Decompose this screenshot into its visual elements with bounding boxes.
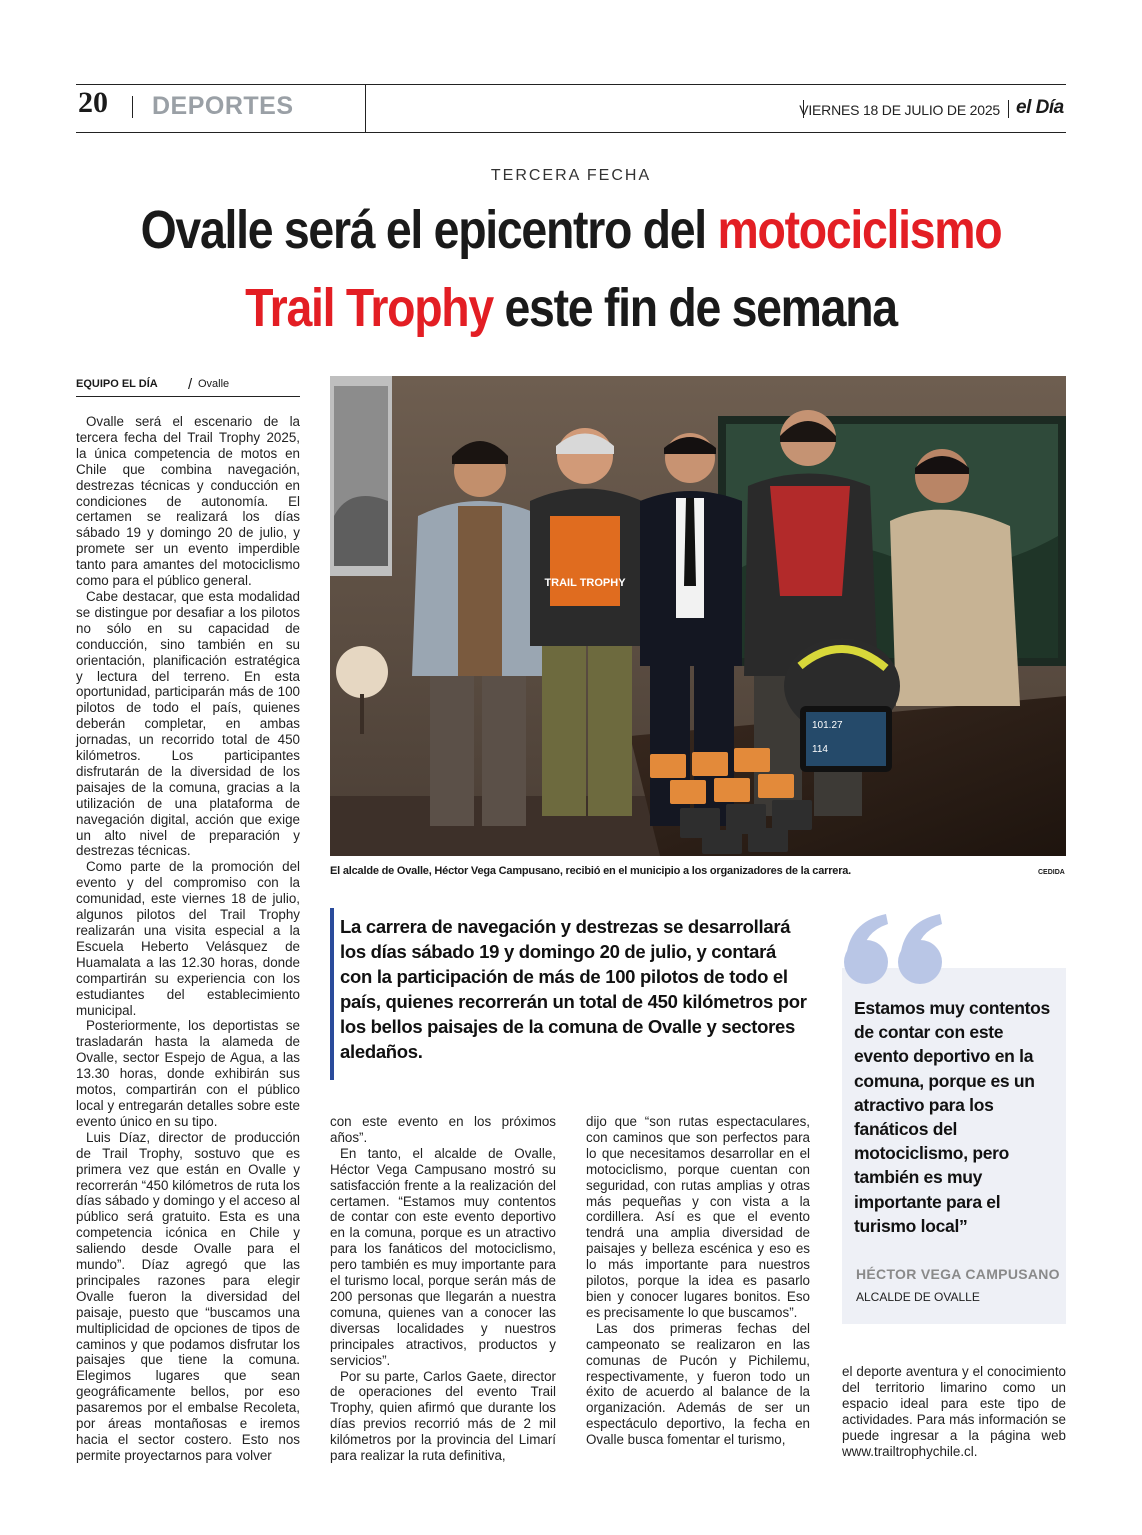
paragraph: con este evento en los próximos años”. (330, 1114, 556, 1145)
quote-marks-icon (836, 908, 956, 988)
headline-accent: motociclismo (717, 200, 1002, 260)
paragraph: Las dos primeras fechas del campeonato se realizaron en las comunas de Pucón y Pichilemu, respectivamente, y fueron todo un éxito de acuerdo al balance de la organización. Además de ser un espectáculo deportivo, la fecha en Ovalle busca fomentar el turismo, (586, 1320, 810, 1448)
header-divider (132, 96, 133, 118)
header-divider (365, 84, 366, 132)
kicker: TERCERA FECHA (490, 167, 652, 184)
byline-place: Ovalle (198, 378, 230, 390)
paragraph: Como parte de la promoción del evento y del compromiso con la comunidad, este viernes 18 de julio, algunos pilotos del Trail Trophy realizarán una visita especial a la Escuela Heberto Velásquez de Huamalata a las 12.30 horas, donde compartirán su experiencia con los estudiantes del establecimiento municipal. (76, 859, 300, 1018)
pull-quote-author: HÉCTOR VEGA CAMPUSANO (856, 1266, 1060, 1282)
paragraph: el deporte aventura y el conocimiento del territorio limarino como un espacio ideal para este tipo de actividades. Para más información se puede ingresar a la página web www.trailtrophychile.cl. (842, 1364, 1066, 1459)
paragraph: Cabe destacar, que esta modalidad se distingue por desafiar a los pilotos no sólo en su capacidad de conducción, sino también en su orientación, planificación estratégica y lectura del terreno. En esta oportunidad, participarán más de 100 pilotos de todo el país, quienes deberán completar, en ambas jornadas, un recorrido total de 450 kilómetros. Los participantes disfrutarán de la diversidad de los paisajes de la comuna, gracias a la utilización de una plataforma de navegación digital, acción que exige un alto nivel de preparación y destrezas técnicas. (76, 588, 300, 859)
paragraph: En tanto, el alcalde de Ovalle, Héctor Vega Campusano mostró su satisfacción frente a la realización del certamen. “Estamos muy contentos de contar con este evento deportivo en la comuna, porque es un atractivo para los fanáticos del motociclismo, pero también es muy importante para el turismo local, porque serán más de 200 personas que llegarán a nuestra comuna, quienes van a conocer las diversas localidades y nuestros principales atractivos, productos y servicios”. (330, 1145, 556, 1368)
byline-separator: / (188, 376, 193, 393)
headline-line-1 (114, 200, 1027, 260)
photo-caption: El alcalde de Ovalle, Héctor Vega Campusano, recibió en el municipio a los organizadores de la carrera. (330, 865, 852, 877)
headline-text: este fin de semana (492, 278, 897, 338)
paragraph: Ovalle será el escenario de la tercera fecha del Trail Trophy 2025, la única competencia de motos en Chile que combina navegación, destrezas técnicas y conducción en condiciones de autonomía. El certamen se realizará los días sábado 19 y domingo 20 de julio, y promete ser un evento imperdible tanto para amantes del motociclismo como para el público general. (76, 414, 300, 589)
article-photo (330, 376, 1066, 856)
photo-illustration (330, 376, 1066, 856)
headline-accent: Trail Trophy (245, 278, 493, 338)
article-column-3 (586, 1114, 810, 1448)
gps-readout: 114 (812, 744, 828, 755)
header-bottom-rule (76, 132, 1066, 133)
header-top-rule (76, 84, 1066, 85)
header-divider (1008, 100, 1009, 118)
masthead-logo: el Día (1016, 97, 1064, 118)
byline (76, 376, 300, 397)
pull-quote-role: ALCALDE DE OVALLE (856, 1290, 980, 1304)
section-label: DEPORTES (152, 92, 294, 120)
photo-credit: CEDIDA (1038, 869, 1065, 876)
paragraph: Luis Díaz, director de producción de Trail Trophy, sostuvo que es primera vez que están en Ovalle y recorrerán “450 kilómetros de ruta los días sábado y domingo y el acceso al público será gratuito. Esta es una competencia icónica en Chile y saliendo desde Ovalle para el mundo”. Díaz agregó que las principales razones para elegir Ovalle fueron la diversidad del paisaje, puesto que “buscamos una multiplicidad de opciones de tipos de caminos y que podamos disfrutar los paisajes que tiene la comuna. Elegimos lugares que sean geográficamente bellos, por eso pasaremos por el embalse Recoleta, por áreas montañosas e iremos hacia el sector costero. Esto nos permite proyectarnos para volver (76, 1129, 300, 1463)
article-column-1 (76, 414, 300, 1464)
byline-author: EQUIPO EL DÍA (76, 378, 158, 390)
issue-date: VIERNES 18 DE JULIO DE 2025 (799, 102, 1000, 118)
headline-line-2 (114, 278, 1027, 338)
article-column-4 (842, 1364, 1066, 1459)
paragraph: Posteriormente, los deportistas se trasladarán hasta la alameda de Ovalle, sector Espejo de Agua, a las 13.30 horas, donde exhibirán sus motos, compartirán con el público local y entregarán detalles sobre este evento único en su tipo. (76, 1018, 300, 1129)
gps-readout: 101.27 (812, 720, 843, 731)
article-column-2 (330, 1114, 556, 1464)
article-summary (330, 908, 822, 1080)
shirt-print: TRAIL TROPHY (544, 577, 626, 589)
paragraph: dijo que “son rutas espectaculares, con caminos que son perfectos para lo que necesitamos desarrollar en el motociclismo, porque cuentan con seguridad, con rutas amplias y otras más pequeñas y con vista a la cordillera. Así es que el evento tendrá una amplia diversidad de paisajes y belleza escénica y eso es lo más importante para nuestros pilotos, porque la idea es pasarlo bien y conocer lugares bonitos. Eso es precisamente lo que buscamos”. (586, 1114, 810, 1320)
paragraph: Por su parte, Carlos Gaete, director de operaciones del evento Trail Trophy, quien afirmó que durante los días previos recorrió más de 2 mil kilómetros por la provincia del Limarí para realizar la ruta definitiva, (330, 1368, 556, 1464)
summary-text: La carrera de navegación y destrezas se desarrollará los días sábado 19 y domingo 20 de julio, y contará con la participación de más de 100 pilotos de todo el país, quienes recorrerán un total de 450 kilómetros por los bellos paisajes de la comuna de Ovalle y sectores aledaños. (340, 916, 807, 1062)
pull-quote-text: Estamos muy contentos de contar con este evento deportivo en la comuna, porque es un atractivo para los fanáticos del motociclismo, pero también es muy importante para el turismo local” (854, 998, 1050, 1236)
page-number: 20 (78, 86, 108, 119)
headline-text: Ovalle será el epicentro del (140, 200, 718, 260)
